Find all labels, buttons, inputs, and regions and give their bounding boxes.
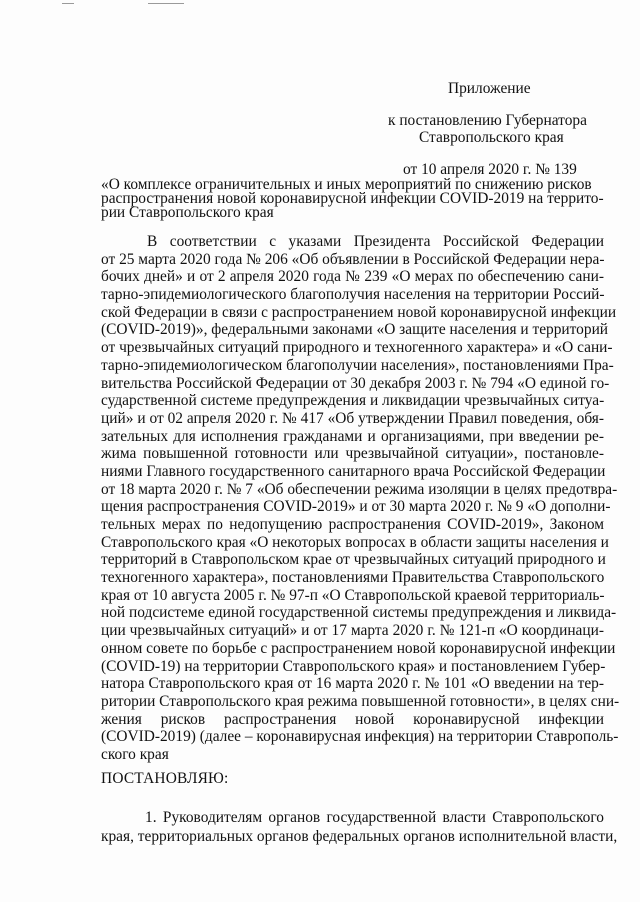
paragraph-line: тарно-эпидемиологическом благополучии населения», постановлениями Пра- bbox=[101, 356, 614, 374]
paragraph-line: бочих дней» и от 2 апреля 2020 года № 239 «О мерах по обеспечению сани- bbox=[101, 268, 604, 286]
preamble-paragraph bbox=[101, 233, 620, 764]
paragraph-line: ции чрезвычайных ситуаций» и от 17 марта 2020 г. № 121-п «О координаци- bbox=[101, 622, 604, 640]
clause-line: 1. Руководителям органов государственной власти Ставропольского bbox=[145, 809, 604, 826]
paragraph-line: натора Ставропольского края от 16 марта 2020 г. № 101 «О введении на тер- bbox=[101, 675, 604, 693]
paragraph-line: ритории Ставропольского края режима повышенной готовности», в целях сни- bbox=[101, 692, 620, 710]
title-line: рии Ставропольского края bbox=[101, 204, 274, 221]
paragraph-line: техногенного характера», постановлениями Правительства Ставропольского bbox=[101, 569, 605, 587]
paragraph-line: жения рисков распространения новой коронавирусной инфекции bbox=[101, 710, 604, 728]
appendix-reference-line: к постановлению Губернатора bbox=[388, 112, 587, 129]
paragraph-line: ниями Главного государственного санитарного врача Российской Федерации bbox=[101, 462, 606, 480]
paragraph-line: от 25 марта 2020 года № 206 «Об объявлении в Российской Федерации нера- bbox=[101, 250, 605, 268]
paragraph-line: (COVID-2019) (далее – коронавирусная инфекция) на территории Ставрополь- bbox=[101, 728, 619, 746]
clause-1 bbox=[101, 808, 618, 846]
decree-heading: ПОСТАНОВЛЯЮ: bbox=[101, 770, 229, 787]
appendix-title: Приложение bbox=[448, 80, 531, 97]
paragraph-line: сударственной системе предупреждения и ликвидации чрезвычайных ситуа- bbox=[101, 392, 605, 410]
appendix-reference-line: Ставропольского края bbox=[419, 129, 564, 146]
paragraph-line: тельных мерах по недопущению распространения COVID-2019», Законом bbox=[101, 516, 604, 533]
paragraph-line: щения распространения COVID-2019» и от 30 марта 2020 г. № 9 «О дополни- bbox=[101, 498, 611, 516]
paragraph-line: от чрезвычайных ситуаций природного и техногенного характера» и «О сани- bbox=[101, 339, 613, 357]
title-line: «О комплексе ограничительных и иных мероприятий по снижению рисков bbox=[101, 176, 592, 193]
clause-line: края, территориальных органов федеральных органов исполнительной власти, bbox=[101, 828, 618, 845]
paragraph-line: ной подсистеме единой государственной системы предупреждения и ликвида- bbox=[101, 604, 617, 622]
scan-artifact bbox=[62, 3, 74, 4]
paragraph-line: территорий в Ставропольском крае от чрезвычайных ситуаций природного и bbox=[101, 551, 606, 569]
paragraph-line: вительства Российской Федерации от 30 декабря 2003 г. № 794 «О единой го- bbox=[101, 374, 610, 392]
paragraph-line: тарно-эпидемиологического благополучия населения на территории Россий- bbox=[101, 286, 605, 304]
paragraph-line: онном совете по борьбе с распространением новой коронавирусной инфекции bbox=[101, 639, 616, 657]
title-line: распространения новой коронавирусной инфекции COVID-2019 на террито- bbox=[101, 190, 604, 207]
paragraph-line: ской Федерации в связи с распространением новой коронавирусной инфекции bbox=[101, 303, 617, 321]
paragraph-line: ций» и от 02 апреля 2020 г. № 417 «Об утверждении Правил поведения, обя- bbox=[101, 409, 604, 427]
scan-artifact bbox=[148, 3, 184, 4]
paragraph-line: зательных для исполнения гражданами и организациями, при введении ре- bbox=[101, 427, 604, 445]
paragraph-line: ского края bbox=[101, 745, 169, 763]
paragraph-line: края от 10 августа 2005 г. № 97-п «О Ставропольской краевой территориаль- bbox=[101, 586, 605, 604]
paragraph-line: Ставропольского края «О некоторых вопросах в области защиты населения и bbox=[101, 533, 609, 551]
paragraph-line: жима повышенной готовности или чрезвычайной ситуации», постановле- bbox=[101, 445, 604, 463]
paragraph-line: В соответствии с указами Президента Российской Федерации bbox=[147, 233, 604, 250]
appendix-header bbox=[388, 80, 608, 178]
paragraph-line: (COVID-19) на территории Ставропольского края» и постановлением Губер- bbox=[101, 657, 606, 675]
paragraph-line: от 18 марта 2020 г. № 7 «Об обеспечении режима изоляции в целях предотвра- bbox=[101, 480, 618, 498]
appendix-date: от 10 апреля 2020 г. № 139 bbox=[403, 161, 577, 178]
resolution-title bbox=[101, 178, 606, 220]
paragraph-line: (COVID-2019)», федеральными законами «О защите населения и территорий bbox=[101, 321, 609, 339]
